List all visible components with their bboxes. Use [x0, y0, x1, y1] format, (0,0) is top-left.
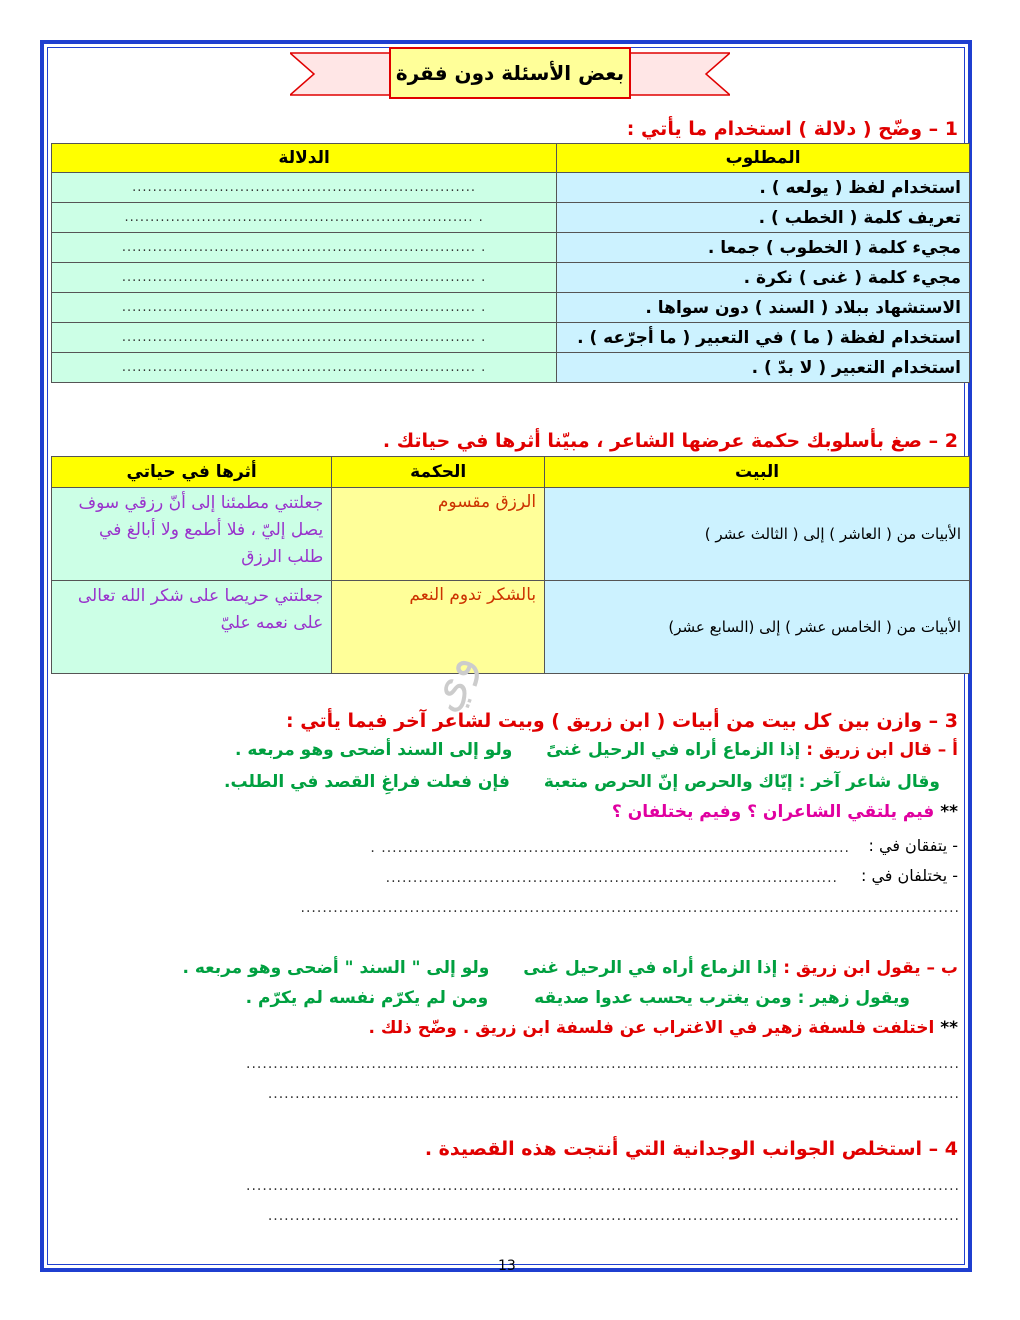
q1-number: 1: [944, 118, 958, 140]
table-row: [52, 581, 970, 674]
q1-heading: [627, 118, 958, 140]
q1-table: [51, 143, 970, 383]
q3b-dots1[interactable]: ...................................................................................................................................: [246, 1056, 960, 1072]
q3a-stars: **: [940, 802, 958, 822]
title-banner: [290, 45, 730, 103]
q2-header-wisdom: الحكمة: [332, 457, 545, 488]
q3-text: – وازن بين كل بيت من أبيات ( ابن زريق ) وبيت لشاعر آخر فيما يأتي :: [286, 710, 939, 732]
q3a-verse3: إيّاك والحرص إنّ الحرص متعبة: [543, 772, 793, 792]
q3a-agree-dots[interactable]: ...................................................................................... .: [370, 840, 850, 856]
q3b-label: ب – يقول ابن زريق :: [783, 958, 958, 978]
q3a-differ-label: - يختلفان في :: [860, 866, 958, 885]
q3a-question-line: [612, 802, 958, 822]
q1-item: استخدام التعبير ( لا بدّ ) .: [557, 353, 970, 383]
watermark: وي: [413, 645, 485, 719]
q2-wisdom[interactable]: الرزق مقسوم: [332, 488, 545, 581]
table-row: [52, 323, 970, 353]
q4-text: – استخلص الجوانب الوجدانية التي أنتجت هذه القصيدة .: [424, 1138, 939, 1160]
q3-number: 3: [944, 710, 958, 732]
q3a-label: أ – قال ابن زريق :: [806, 740, 958, 760]
q1-text: – وضّح ( دلالة ) استخدام ما يأتي :: [626, 118, 939, 140]
q2-number: 2: [944, 430, 958, 452]
q2-effect[interactable]: جعلتني مطمئنا إلى أنّ رزقي سوف يصل إليّ ، فلا أطمع ولا أبالغ في طلب الرزق: [52, 488, 332, 581]
q2-table: [51, 456, 970, 674]
table-row: [52, 293, 970, 323]
q1-item: مجيء كلمة ( الخطوب ) جمعا .: [557, 233, 970, 263]
q3b-label2: ويقول زهير :: [797, 988, 910, 1008]
q3a-question: فيم يلتقي الشاعران ؟ وفيم يختلفان ؟: [611, 802, 935, 822]
q1-answer[interactable]: . .....................................................................: [52, 353, 557, 383]
q3b-verse1: إذا الزماع أراه في الرحيل غنى: [523, 958, 778, 978]
q3b-stars: **: [940, 1018, 958, 1038]
q2-effect[interactable]: جعلتني حريصا على شكر الله تعالى على نعمه عليّ: [52, 581, 332, 674]
q3b-question-line: [369, 1018, 958, 1038]
q2-verse: الأبيات من ( الخامس عشر ) إلى (السابع عشر): [545, 581, 970, 674]
q1-answer[interactable]: ...................................................................: [52, 173, 557, 203]
q1-item: تعريف كلمة ( الخطب ) .: [557, 203, 970, 233]
table-row: [52, 233, 970, 263]
table-row: [52, 203, 970, 233]
q2-header-verse: البيت: [545, 457, 970, 488]
q3b-verse4: ومن لم يكرّم نفسه لم يكرّم .: [245, 988, 489, 1008]
q3b-dots2[interactable]: ...............................................................................................................................: [267, 1086, 960, 1102]
q1-answer[interactable]: . ....................................................................: [52, 203, 557, 233]
q2-verse: الأبيات من ( العاشر ) إلى ( الثالث عشر ): [545, 488, 970, 581]
q3b-line1: [182, 958, 958, 978]
q3b-question: اختلفت فلسفة زهير في الاغتراب عن فلسفة ابن زريق . وضّح ذلك .: [368, 1018, 935, 1038]
page-number: 13: [498, 1258, 516, 1274]
q3a-line1: [235, 740, 958, 760]
q3-heading: [286, 710, 958, 732]
q3a-extra-dots[interactable]: .........................................................................................................................: [300, 900, 960, 916]
table-row: [52, 353, 970, 383]
q2-text: – صغ بأسلوبك حكمة عرضها الشاعر ، مبيّنا أثرها في حياتك .: [382, 430, 939, 452]
q1-header-meaning: الدلالة: [52, 144, 557, 173]
q1-header-required: المطلوب: [557, 144, 970, 173]
q4-heading: [425, 1138, 958, 1160]
table-row: [52, 263, 970, 293]
q2-heading: [383, 430, 958, 452]
table-row: [52, 488, 970, 581]
q3b-verse3: ومن يغترب يحسب عدوا صديقه: [534, 988, 792, 1008]
q3b-verse2: ولو إلى " السند " أضحى وهو مربعه .: [182, 958, 490, 978]
q4-number: 4: [944, 1138, 958, 1160]
q1-answer[interactable]: . .....................................................................: [52, 263, 557, 293]
q3a-differ-dots[interactable]: ...................................................................................: [385, 870, 838, 886]
q1-item: مجيء كلمة ( غنى ) نكرة .: [557, 263, 970, 293]
q2-wisdom[interactable]: بالشكر تدوم النعم: [332, 581, 545, 674]
q3b-line2: [246, 988, 910, 1008]
q4-dots2[interactable]: ...............................................................................................................................: [267, 1208, 960, 1224]
q1-answer[interactable]: . .....................................................................: [52, 293, 557, 323]
q1-item: استخدام لفظة ( ما ) في التعبير ( ما أجرّعه ) .: [557, 323, 970, 353]
q3a-agree-label: - يتفقان في :: [868, 836, 958, 855]
q3a-line2: [224, 772, 940, 792]
q1-answer[interactable]: . .....................................................................: [52, 323, 557, 353]
q4-dots1[interactable]: ...................................................................................................................................: [246, 1178, 960, 1194]
q1-answer[interactable]: . .....................................................................: [52, 233, 557, 263]
q3a-label2: وقال شاعر آخر :: [798, 772, 940, 792]
q1-item: استخدام لفظ ( يولعه ) .: [557, 173, 970, 203]
q3a-verse1: إذا الزماع أراه في الرحيل غنىً: [546, 740, 801, 760]
q3a-verse4: فإن فعلت فراغِ القصد في الطلب.: [224, 772, 510, 792]
q2-header-effect: أثرها في حياتي: [52, 457, 332, 488]
q3a-verse2: ولو إلى السند أضحى وهو مربعه .: [235, 740, 513, 760]
q1-item: الاستشهاد ببلاد ( السند ) دون سواها .: [557, 293, 970, 323]
table-row: [52, 173, 970, 203]
page-title: بعض الأسئلة دون فقرة: [395, 61, 625, 85]
